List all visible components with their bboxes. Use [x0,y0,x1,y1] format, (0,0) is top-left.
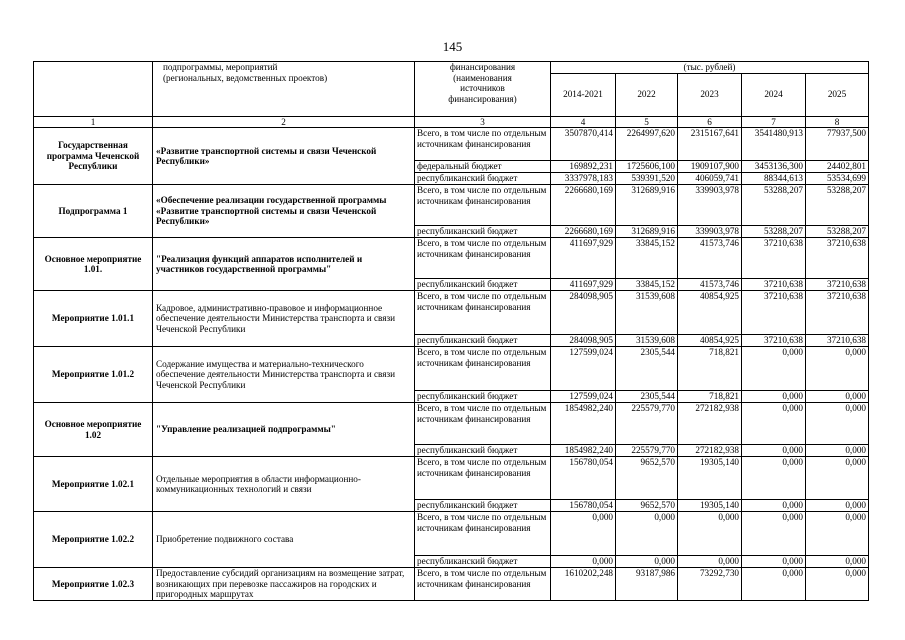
table-row [34,512,869,556]
year-header: 2024 [742,73,806,116]
row-code: Мероприятие 1.02.1 [34,457,153,512]
funding-source: Всего, в том числе по отдельным источникам финансирования [415,403,551,445]
amount-cell: 0,000 [806,457,869,500]
row-code: Основное мероприятие 1.02 [34,403,153,457]
amount-cell: 718,821 [678,347,742,391]
amount-cell: 3337978,183 [551,173,616,185]
funding-source: республиканский бюджет [415,500,551,512]
amount-cell: 0,000 [742,391,806,403]
amount-cell: 3453136,300 [742,161,806,173]
row-title: Приобретение подвижного состава [153,512,415,568]
row-code: Государственная программа Чеченской Республики [34,128,153,185]
amount-cell: 37210,638 [806,238,869,279]
row-title: «Развитие транспортной системы и связи Чеченской Республики» [153,128,415,185]
amount-cell: 127599,024 [551,347,616,391]
amount-cell: 0,000 [742,568,806,601]
row-title: Предоставление субсидий организациям на возмещение затрат, возникающих при перевозке пассажиров на городских и пригородных маршрутах [153,568,415,601]
amount-cell: 272182,938 [678,445,742,457]
funding-source: республиканский бюджет [415,279,551,291]
amount-cell: 1725606,100 [616,161,678,173]
amount-cell: 718,821 [678,391,742,403]
amount-cell: 0,000 [551,512,616,556]
funding-source: Всего, в том числе по отдельным источникам финансирования [415,291,551,335]
amount-cell: 33845,152 [616,238,678,279]
amount-cell: 0,000 [616,512,678,556]
amount-cell: 225579,770 [616,445,678,457]
amount-cell: 312689,916 [616,185,678,226]
amount-cell: 88344,613 [742,173,806,185]
funding-source: Всего, в том числе по отдельным источникам финансирования [415,568,551,601]
amount-cell: 37210,638 [806,335,869,347]
amount-cell: 0,000 [742,556,806,568]
amount-cell: 127599,024 [551,391,616,403]
funding-source: федеральный бюджет [415,161,551,173]
amount-cell: 0,000 [742,347,806,391]
header-row [34,62,869,74]
row-title: "Реализация функций аппаратов исполнителей и участников государственной программы" [153,238,415,291]
amount-cell: 9652,570 [616,500,678,512]
amount-cell: 0,000 [742,445,806,457]
amount-cell: 0,000 [551,556,616,568]
row-code: Мероприятие 1.01.1 [34,291,153,347]
amount-cell: 40854,925 [678,335,742,347]
funding-source: республиканский бюджет [415,335,551,347]
amount-cell: 272182,938 [678,403,742,445]
amount-cell: 9652,570 [616,457,678,500]
amount-cell: 0,000 [616,556,678,568]
table-row [34,568,869,601]
table-row [34,403,869,445]
amount-cell: 37210,638 [806,279,869,291]
amount-cell: 40854,925 [678,291,742,335]
amount-cell: 19305,140 [678,457,742,500]
amount-cell: 3541480,913 [742,128,806,161]
funding-source: Всего, в том числе по отдельным источникам финансирования [415,185,551,226]
table-row [34,128,869,161]
amount-cell: 2266680,169 [551,185,616,226]
funding-source: Всего, в том числе по отдельным источникам финансирования [415,238,551,279]
row-code: Основное мероприятие 1.01. [34,238,153,291]
amount-cell: 2305,544 [616,391,678,403]
row-code: Мероприятие 1.02.2 [34,512,153,568]
amount-cell: 2315167,641 [678,128,742,161]
amount-cell: 31539,608 [616,291,678,335]
amount-cell: 19305,140 [678,500,742,512]
amount-cell: 1854982,240 [551,403,616,445]
amount-cell: 24402,801 [806,161,869,173]
col-number: 8 [806,116,869,128]
amount-cell: 0,000 [806,347,869,391]
amount-cell: 37210,638 [742,279,806,291]
col-number: 1 [34,116,153,128]
amount-cell: 53288,207 [742,185,806,226]
units-label: (тыс. рублей) [551,62,869,74]
amount-cell: 2266680,169 [551,226,616,238]
amount-cell: 225579,770 [616,403,678,445]
col-number: 4 [551,116,616,128]
amount-cell: 1854982,240 [551,445,616,457]
amount-cell: 33845,152 [616,279,678,291]
amount-cell: 339903,978 [678,185,742,226]
row-title: Кадровое, административно-правовое и информационное обеспечение деятельности Министерства транспорта и связи Чеченской Республики [153,291,415,347]
amount-cell: 41573,746 [678,238,742,279]
amount-cell: 0,000 [806,568,869,601]
amount-cell: 284098,905 [551,291,616,335]
col-number: 7 [742,116,806,128]
col-number: 3 [415,116,551,128]
col-number: 2 [153,116,415,128]
amount-cell: 0,000 [678,556,742,568]
amount-cell: 31539,608 [616,335,678,347]
header-col2: подпрограммы, мероприятий (региональных, ведомственных проектов) [153,62,415,117]
col-number: 6 [678,116,742,128]
amount-cell: 37210,638 [806,291,869,335]
amount-cell: 411697,929 [551,238,616,279]
amount-cell: 3507870,414 [551,128,616,161]
amount-cell: 539391,520 [616,173,678,185]
table-row [34,291,869,335]
amount-cell: 37210,638 [742,335,806,347]
funding-source: Всего, в том числе по отдельным источникам финансирования [415,457,551,500]
amount-cell: 0,000 [742,457,806,500]
amount-cell: 1909107,900 [678,161,742,173]
amount-cell: 0,000 [806,391,869,403]
row-code: Подпрограмма 1 [34,185,153,238]
funding-source: Всего, в том числе по отдельным источникам финансирования [415,347,551,391]
amount-cell: 0,000 [806,445,869,457]
amount-cell: 0,000 [806,512,869,556]
amount-cell: 156780,054 [551,500,616,512]
amount-cell: 2305,544 [616,347,678,391]
amount-cell: 156780,054 [551,457,616,500]
amount-cell: 169892,231 [551,161,616,173]
col-number: 5 [616,116,678,128]
year-header: 2022 [616,73,678,116]
funding-source: Всего, в том числе по отдельным источникам финансирования [415,128,551,161]
table-row [34,457,869,500]
year-header: 2014-2021 [551,73,616,116]
row-title: «Обеспечение реализации государственной программы «Развитие транспортной системы и связи Чеченской Республики» [153,185,415,238]
page-number: 145 [442,39,463,54]
funding-source: республиканский бюджет [415,173,551,185]
row-code: Мероприятие 1.02.3 [34,568,153,601]
row-title: Содержание имущества и материально-технического обеспечение деятельности Министерства транспорта и связи Чеченской Республики [153,347,415,403]
table-row [34,185,869,226]
amount-cell: 37210,638 [742,291,806,335]
amount-cell: 2264997,620 [616,128,678,161]
amount-cell: 406059,741 [678,173,742,185]
funding-source: республиканский бюджет [415,445,551,457]
amount-cell: 411697,929 [551,279,616,291]
amount-cell: 312689,916 [616,226,678,238]
financing-table [33,61,869,601]
amount-cell: 0,000 [806,403,869,445]
amount-cell: 41573,746 [678,279,742,291]
funding-source: Всего, в том числе по отдельным источникам финансирования [415,512,551,556]
funding-source: республиканский бюджет [415,556,551,568]
header-col3: финансирования (наименования источников финансирования) [415,62,551,117]
amount-cell: 53288,207 [806,185,869,226]
column-numbers-row [34,116,869,128]
funding-source: республиканский бюджет [415,226,551,238]
amount-cell: 77937,500 [806,128,869,161]
row-code: Мероприятие 1.01.2 [34,347,153,403]
amount-cell: 73292,730 [678,568,742,601]
row-title: Отдельные мероприятия в области информационно-коммуникационных технологий и связи [153,457,415,512]
amount-cell: 53534,699 [806,173,869,185]
header-col1 [34,62,153,117]
amount-cell: 93187,986 [616,568,678,601]
amount-cell: 0,000 [742,403,806,445]
table-row [34,347,869,391]
year-header: 2023 [678,73,742,116]
amount-cell: 1610202,248 [551,568,616,601]
amount-cell: 0,000 [742,500,806,512]
funding-source: республиканский бюджет [415,391,551,403]
amount-cell: 0,000 [742,512,806,556]
amount-cell: 339903,978 [678,226,742,238]
amount-cell: 53288,207 [742,226,806,238]
amount-cell: 53288,207 [806,226,869,238]
year-header: 2025 [806,73,869,116]
amount-cell: 284098,905 [551,335,616,347]
row-title: "Управление реализацией подпрограммы" [153,403,415,457]
amount-cell: 37210,638 [742,238,806,279]
amount-cell: 0,000 [806,556,869,568]
amount-cell: 0,000 [678,512,742,556]
table-row [34,238,869,279]
amount-cell: 0,000 [806,500,869,512]
